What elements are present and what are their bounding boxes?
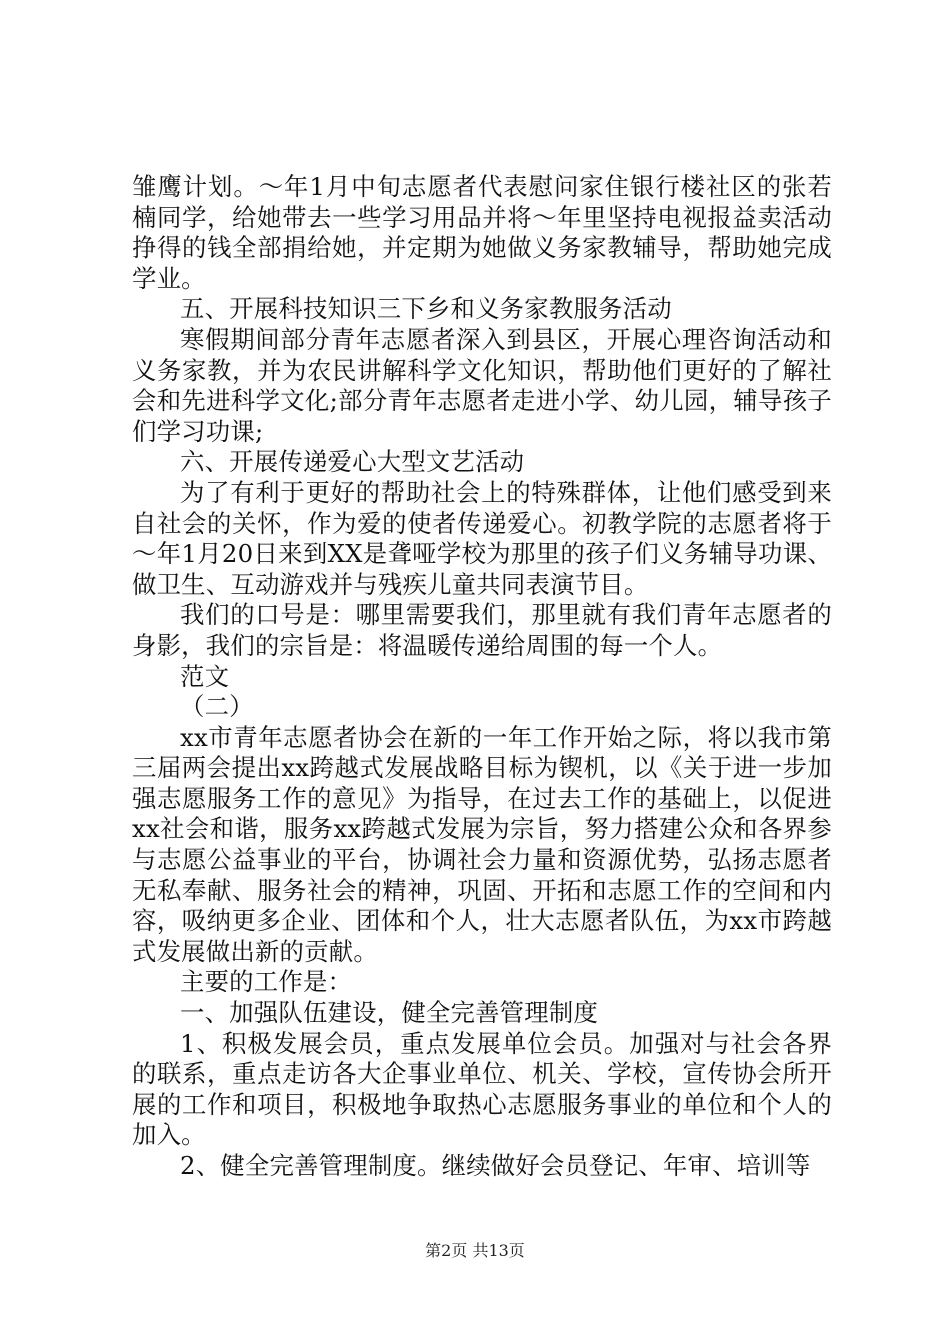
- sample-number: （二）: [180, 692, 254, 722]
- section-heading-1: 一、加强队伍建设，健全完善管理制度: [180, 998, 599, 1028]
- list-item-1: 1、积极发展会员，重点发展单位会员。加强对与社会各界的联系，重点走访各大企事业单位、机关、学校，宣传协会所开展的工作和项目，积极地争取热心志愿服务事业的单位和个人的加入。: [132, 1028, 832, 1150]
- document-body: [132, 172, 832, 1182]
- sample-label: 范文: [180, 661, 230, 691]
- paragraph-continuation: 雏鹰计划。～年1月中旬志愿者代表慰问家住银行楼社区的张若楠同学，给她带去一些学习用品并将～年里坚持电视报益卖活动挣得的钱全部捐给她，并定期为她做义务家教辅导，帮助她完成学业。: [132, 172, 832, 293]
- section-heading-5: 五、开展科技知识三下乡和义务家教服务活动: [180, 294, 672, 324]
- page-number: 第2页 共13页: [425, 1241, 525, 1260]
- paragraph-intro: 主要的工作是：: [180, 967, 353, 997]
- paragraph: xx市青年志愿者协会在新的一年工作开始之际，将以我市第三届两会提出xx跨越式发展战略目标为锲机，以《关于进一步加强志愿服务工作的意见》为指导，在过去工作的基础上，以促进xx社会和谐，服务xx跨越式发展为宗旨，努力搭建公众和各界参与志愿公益事业的平台，协调社会力量和资源优势，弘扬志愿者无私奉献、服务社会的精神，巩固、开拓和志愿工作的空间和内容，吸纳更多企业、团体和个人，壮大志愿者队伍，为xx市跨越式发展做出新的贡献。: [132, 722, 832, 966]
- section-heading-6: 六、开展传递爱心大型文艺活动: [180, 447, 525, 477]
- paragraph-slogan: 我们的口号是：哪里需要我们，那里就有我们青年志愿者的身影，我们的宗旨是：将温暖传递给周围的每一个人。: [132, 600, 832, 660]
- paragraph: 寒假期间部分青年志愿者深入到县区，开展心理咨询活动和义务家教，并为农民讲解科学文化知识，帮助他们更好的了解社会和先进科学文化;部分青年志愿者走进小学、幼儿园，辅导孩子们学习功课;: [132, 324, 832, 446]
- paragraph: 为了有利于更好的帮助社会上的特殊群体，让他们感受到来自社会的关怀，作为爱的使者传递爱心。初教学院的志愿者将于～年1月20日来到XX是聋哑学校为那里的孩子们义务辅导功课、做卫生、互动游戏并与残疾儿童共同表演节目。: [132, 477, 832, 599]
- list-item-2: 2、健全完善管理制度。继续做好会员登记、年审、培训等: [180, 1151, 811, 1180]
